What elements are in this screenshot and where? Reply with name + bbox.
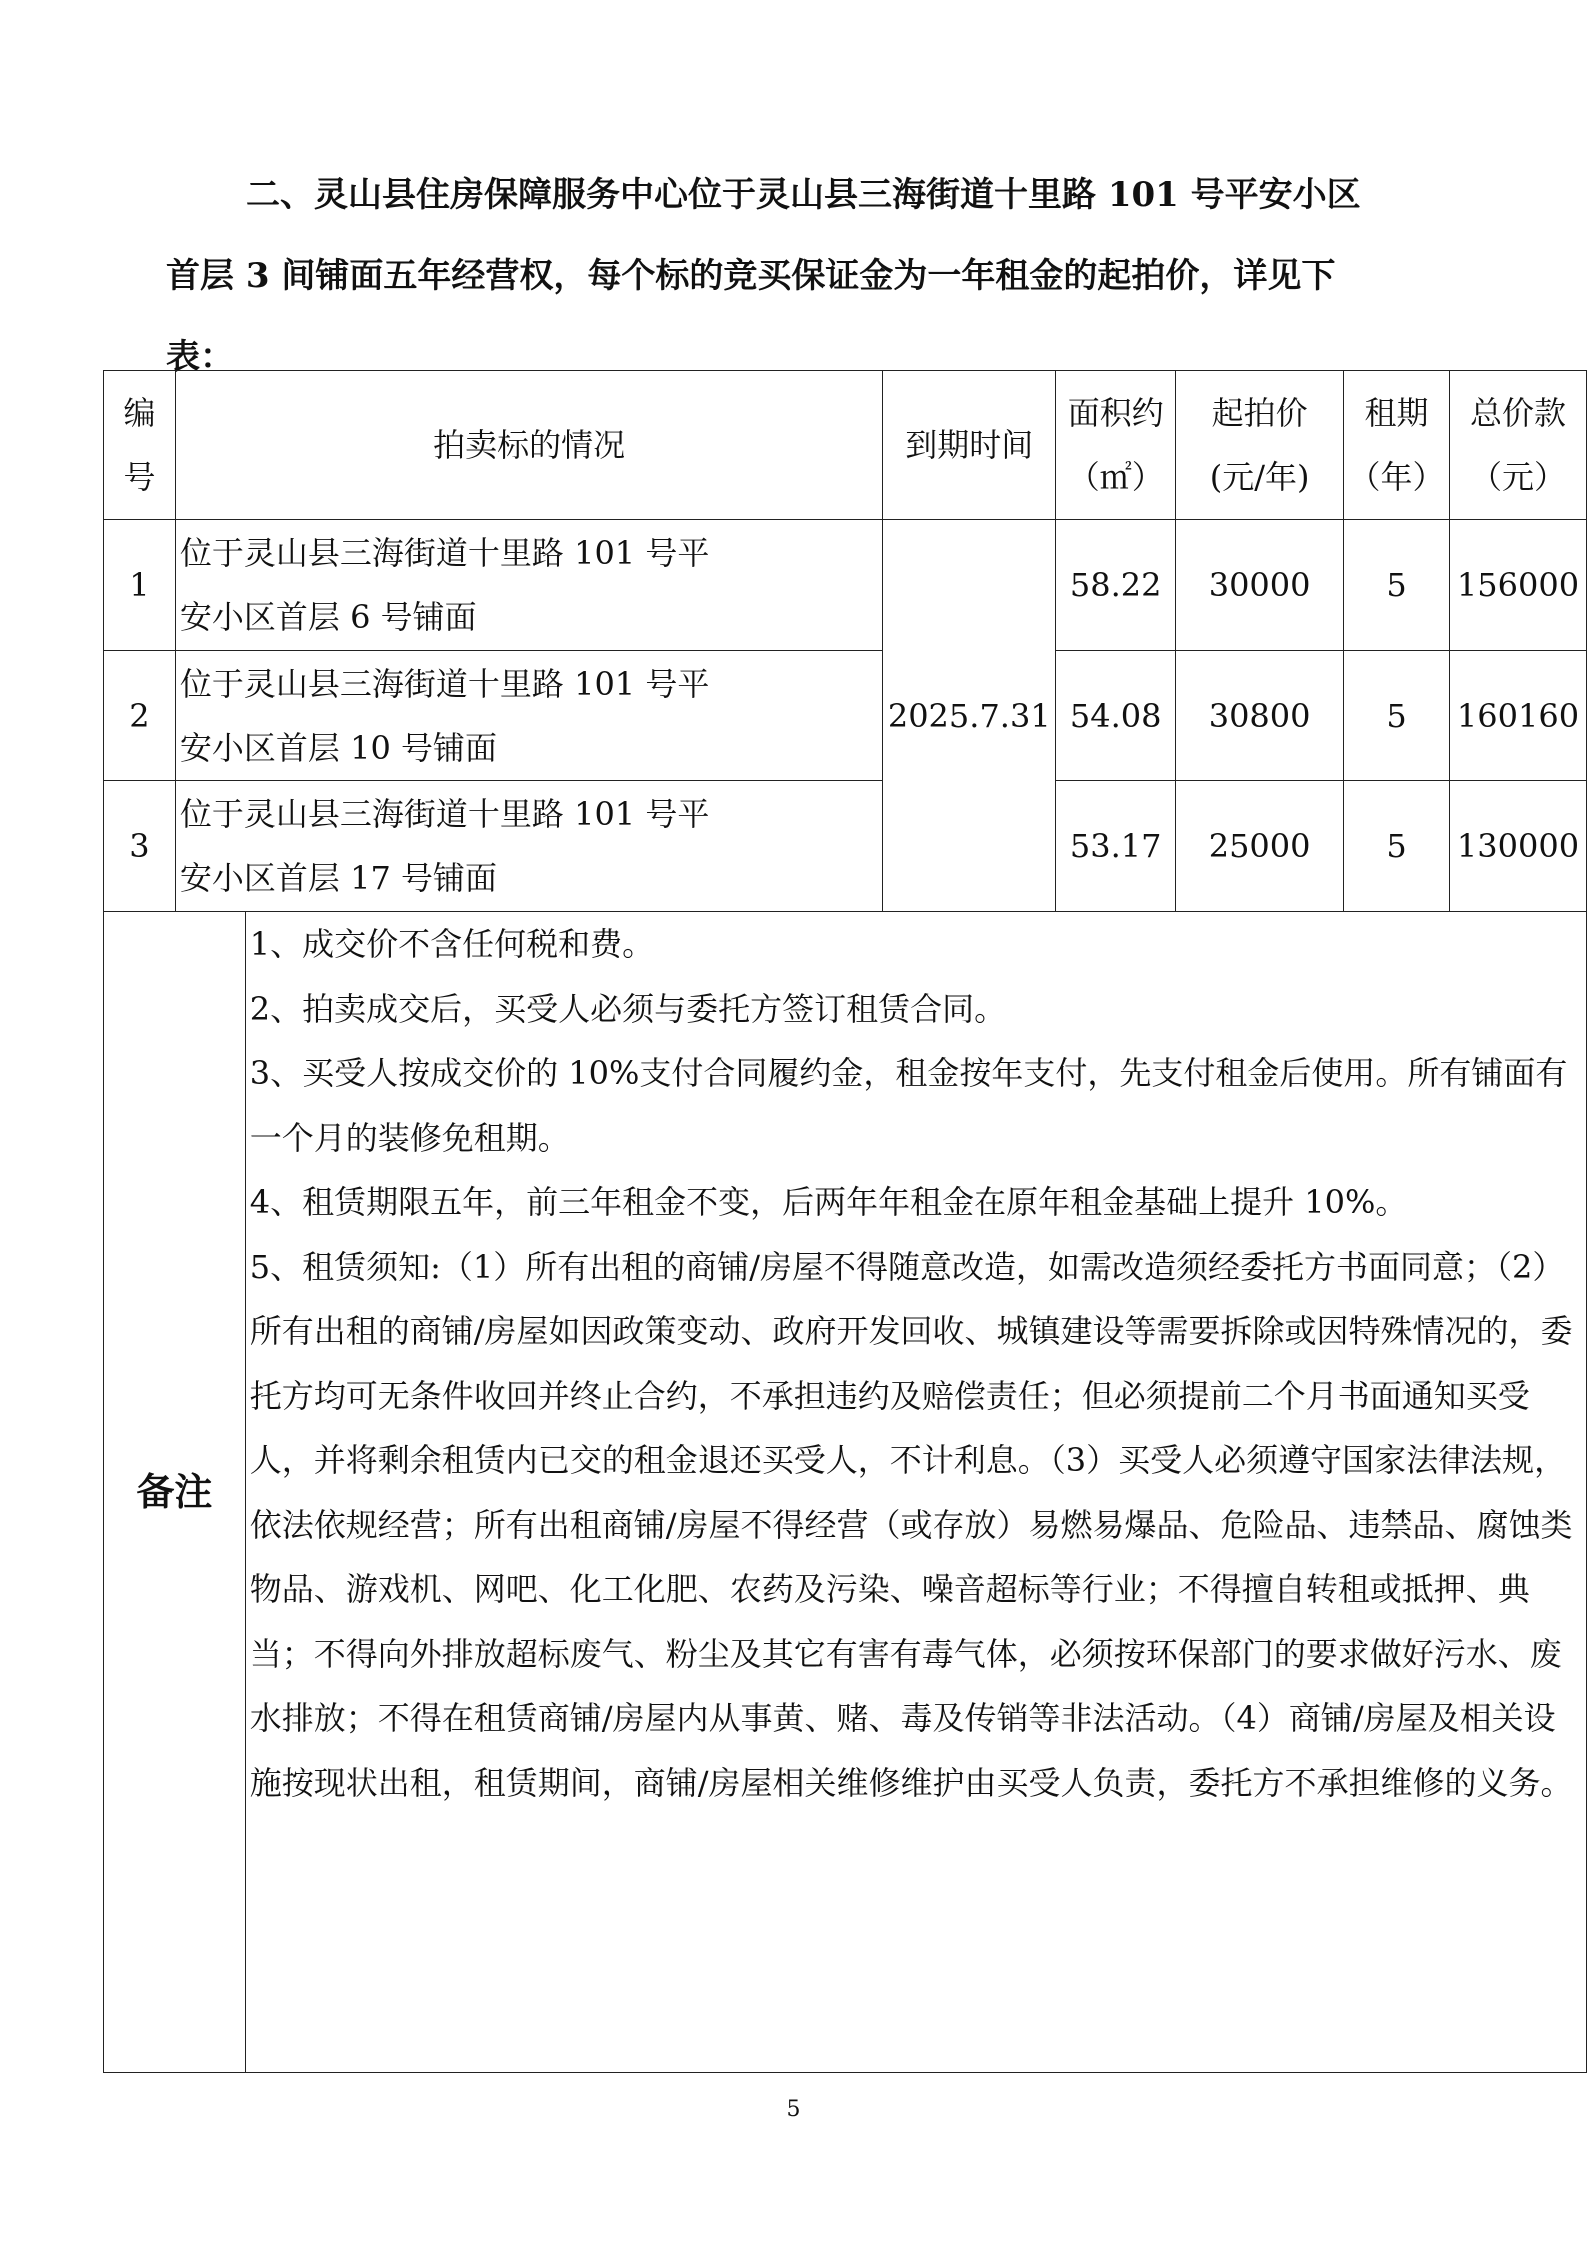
remark-item: 3、买受人按成交价的 10%支付合同履约金，租金按年支付，先支付租金后使用。所有铺面有一个月的装修免租期。 xyxy=(249,1054,1568,1157)
row-desc: 位于灵山县三海街道十里路 101 号平 安小区首层 6 号铺面 xyxy=(175,520,882,651)
remarks-label: 备注 xyxy=(104,912,246,2073)
row-area: 53.17 xyxy=(1056,781,1176,912)
intro-line-2: 首层 3 间铺面五年经营权，每个标的竞买保证金为一年租金的起拍价，详见下 xyxy=(166,256,1336,296)
expiry-date: 2025.7.31 xyxy=(883,520,1056,912)
header-desc: 拍卖标的情况 xyxy=(175,371,882,520)
row-area: 54.08 xyxy=(1056,651,1176,781)
intro-paragraph xyxy=(166,155,1426,398)
remark-item: 2、拍卖成交后，买受人必须与委托方签订租赁合同。 xyxy=(249,989,1007,1028)
intro-line-1: 二、灵山县住房保障服务中心位于灵山县三海街道十里路 101 号平安小区 xyxy=(246,175,1361,215)
row-price: 30800 xyxy=(1176,651,1344,781)
header-expiry: 到期时间 xyxy=(883,371,1056,520)
row-price: 30000 xyxy=(1176,520,1344,651)
remark-item: 4、租赁期限五年，前三年租金不变，后两年年租金在原年租金基础上提升 10%。 xyxy=(249,1183,1408,1221)
remark-item: 1、成交价不含任何税和费。 xyxy=(249,925,655,963)
header-price: 起拍价 (元/年) xyxy=(1176,371,1344,520)
remark-item: 5、租赁须知:（1）所有出租的商铺/房屋不得随意改造，如需改造须经委托方书面同意；（2）所有出租的商铺/房屋如因政策变动、政府开发回收、城镇建设等需要拆除或因特殊情况的，委托方均可无条件收回并终止合约，不承担违约及赔偿责任；但必须提前二个月书面通知买受人，并将剩余租赁内已交的租金退还买受人，不计利息。（3）买受人必须遵守国家法律法规，依法依规经营；所有出租商铺/房屋不得经营（或存放）易燃易爆品、危险品、违禁品、腐蚀类物品、游戏机、网吧、化工化肥、农药及污染、噪音超标等行业；不得擅自转租或抵押、典当；不得向外排放超标废气、粉尘及其它有害有毒气体，必须按环保部门的要求做好污水、废水排放；不得在租赁商铺/房屋内从事黄、赌、毒及传销等非法活动。（4）商铺/房屋及相关设施按现状出租，租赁期间，商铺/房屋相关维修维护由买受人负责，委托方不承担维修的义务。 xyxy=(249,1247,1573,1802)
table-row xyxy=(104,520,1587,651)
row-desc: 位于灵山县三海街道十里路 101 号平 安小区首层 17 号铺面 xyxy=(175,781,882,912)
row-term: 5 xyxy=(1344,651,1450,781)
header-term: 租期 （年） xyxy=(1344,371,1450,520)
table-row xyxy=(104,781,1587,912)
row-area: 58.22 xyxy=(1056,520,1176,651)
row-no: 1 xyxy=(104,520,176,651)
intro-line-3: 表： xyxy=(166,337,234,377)
auction-lots-table xyxy=(103,370,1587,2073)
row-total: 160160 xyxy=(1449,651,1586,781)
row-no: 3 xyxy=(104,781,176,912)
row-total: 156000 xyxy=(1449,520,1586,651)
table-row xyxy=(104,651,1587,781)
row-term: 5 xyxy=(1344,520,1450,651)
row-no: 2 xyxy=(104,651,176,781)
row-total: 130000 xyxy=(1449,781,1586,912)
row-price: 25000 xyxy=(1176,781,1344,912)
row-desc: 位于灵山县三海街道十里路 101 号平 安小区首层 10 号铺面 xyxy=(175,651,882,781)
remarks-content xyxy=(245,912,1586,2073)
page-number: 5 xyxy=(786,2097,801,2122)
header-total: 总价款 （元） xyxy=(1449,371,1586,520)
header-no: 编 号 xyxy=(104,371,176,520)
table-header-row xyxy=(104,371,1587,520)
header-area: 面积约 （㎡） xyxy=(1056,371,1176,520)
row-term: 5 xyxy=(1344,781,1450,912)
remarks-row xyxy=(104,912,1587,2073)
